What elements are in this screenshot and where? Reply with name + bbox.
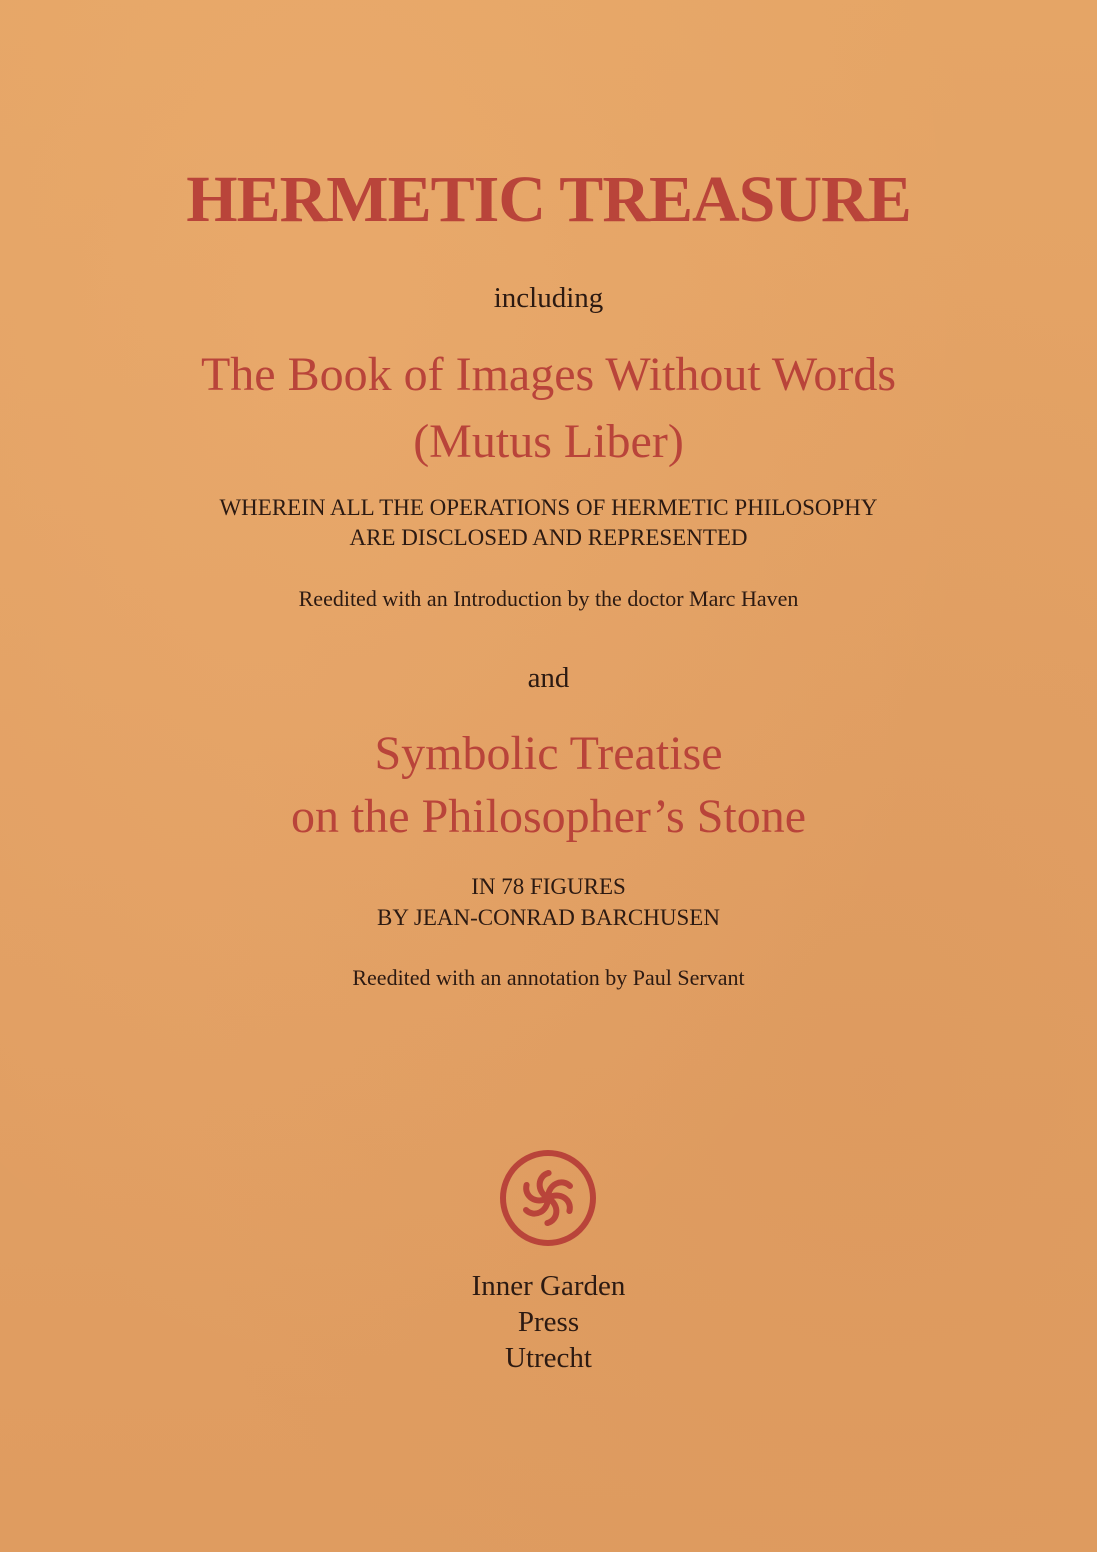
work1-editor-note: Reedited with an Introduction by the doctor Marc Haven [298,586,799,611]
including-text: including [493,282,604,314]
swirl-rosette-icon [498,1148,598,1248]
publisher-name: Inner Garden [471,1270,626,1302]
work2-title-line2: on the Philosopher’s Stone [290,790,807,843]
main-title: HERMETIC TREASURE [186,163,911,236]
work1-title-line1: The Book of Images Without Words [200,348,896,401]
publisher-press: Press [517,1306,580,1338]
work2-editor-note: Reedited with an annotation by Paul Servant [352,965,745,990]
work2-description-line1: IN 78 FIGURES [471,874,626,899]
work1-description-line1: WHEREIN ALL THE OPERATIONS OF HERMETIC PHILOSOPHY [219,495,878,520]
and-text: and [527,662,570,694]
work1-description-line2: ARE DISCLOSED AND REPRESENTED [349,525,748,550]
work1-title-line2: (Mutus Liber) [413,415,684,468]
work2-title-line1: Symbolic Treatise [374,727,723,780]
publisher-city: Utrecht [505,1342,592,1374]
work2-description-line2: BY JEAN-CONRAD BARCHUSEN [377,905,720,930]
